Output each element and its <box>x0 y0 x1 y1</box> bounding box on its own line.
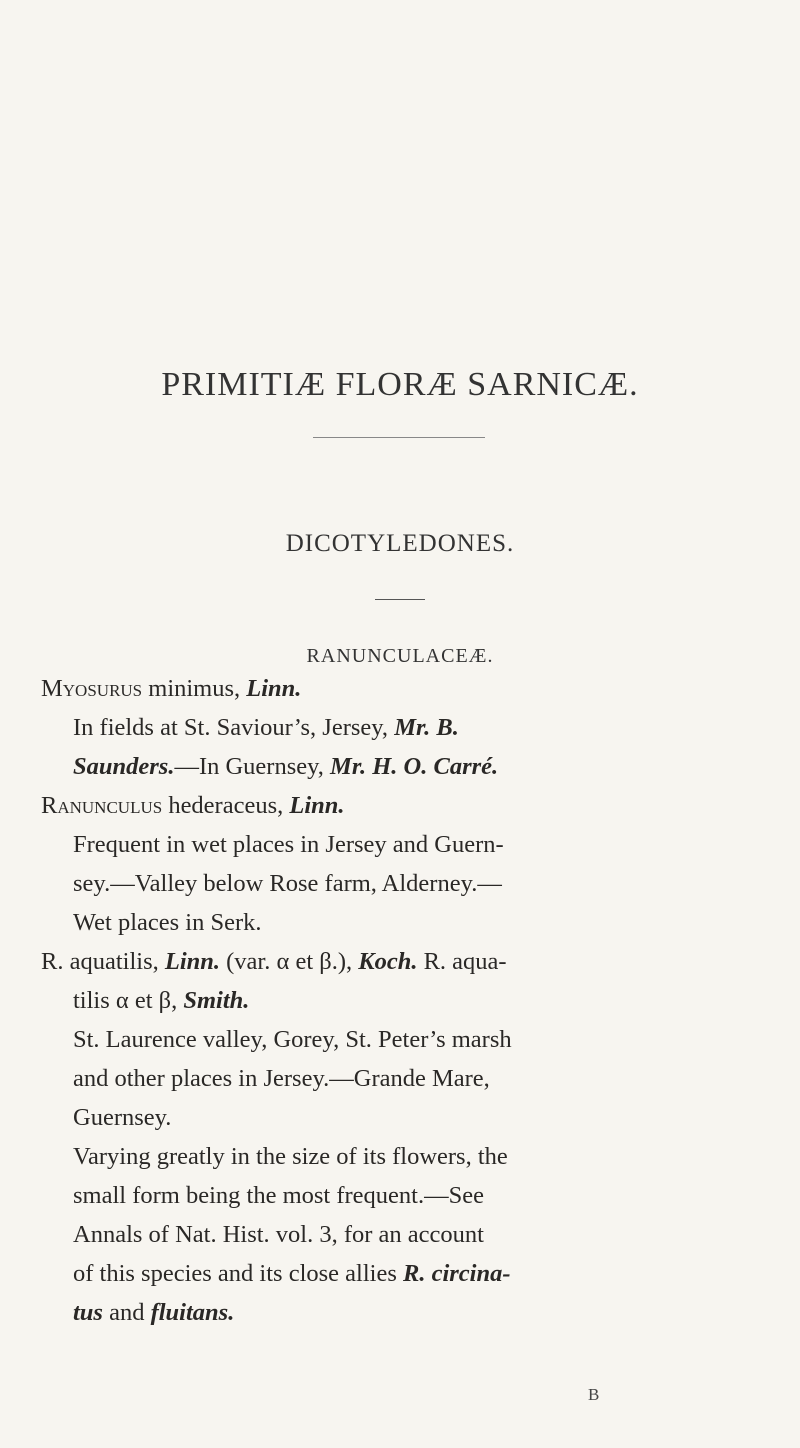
section-rule <box>375 599 425 600</box>
italic-text: Mr. B. <box>394 714 459 741</box>
italic-text: Koch. <box>358 948 418 975</box>
text-line <box>73 1260 511 1288</box>
text-span: —In Guernsey, <box>174 753 331 780</box>
text-span: (var. α et β.), <box>220 948 359 975</box>
text-span: Guernsey. <box>73 1104 172 1131</box>
italic-text: Linn. <box>246 675 302 702</box>
text-span: sey.—Valley below Rose farm, Alderney.— <box>73 870 502 897</box>
text-line <box>73 909 262 937</box>
text-span: hederaceus, <box>162 792 290 819</box>
italic-text: Saunders. <box>73 753 175 780</box>
italic-text: Smith. <box>183 987 250 1014</box>
italic-text: tus <box>73 1299 103 1326</box>
text-span: Wet places in Serk. <box>73 909 262 936</box>
genus-name: Myosurus <box>41 675 143 702</box>
text-span: minimus, <box>142 675 247 702</box>
signature-mark: B <box>588 1385 600 1404</box>
text-line <box>73 1065 490 1093</box>
text-span: and <box>102 1299 151 1326</box>
text-span: In fields at St. Saviour’s, Jersey, <box>73 714 395 741</box>
genus-name: Ranunculus <box>41 792 163 819</box>
text-line <box>41 675 301 703</box>
family-heading: RANUNCULACEÆ. <box>306 645 494 667</box>
text-line <box>41 948 507 976</box>
section-heading: DICOTYLEDONES. <box>285 530 515 557</box>
text-line <box>73 753 498 781</box>
text-line <box>73 1026 512 1054</box>
italic-text: Linn. <box>289 792 345 819</box>
page-title: PRIMITIÆ FLORÆ SARNICÆ. <box>161 366 639 403</box>
text-line <box>73 831 504 859</box>
text-line <box>73 870 502 898</box>
text-span: tilis α et β, <box>73 987 184 1014</box>
text-span: R. aqua- <box>417 948 507 975</box>
text-line <box>73 1299 234 1327</box>
text-span: and other places in Jersey.—Grande Mare, <box>73 1065 490 1092</box>
text-line <box>73 1182 484 1210</box>
text-line <box>73 714 459 742</box>
text-span: Varying greatly in the size of its flowers, the <box>73 1143 508 1170</box>
text-span: St. Laurence valley, Gorey, St. Peter’s marsh <box>73 1026 512 1053</box>
italic-text: fluitans. <box>150 1299 235 1326</box>
italic-text: Mr. H. O. Carré. <box>330 753 499 780</box>
text-span: Annals of Nat. Hist. vol. 3, for an account <box>73 1221 484 1248</box>
text-line <box>73 987 249 1015</box>
italic-text: Linn. <box>164 948 221 975</box>
text-line <box>73 1143 508 1171</box>
text-span: of this species and its close allies <box>73 1260 403 1287</box>
text-span: R. aquatilis, <box>41 948 165 975</box>
text-line <box>73 1221 484 1249</box>
text-line <box>73 1104 171 1132</box>
title-rule <box>313 437 485 438</box>
text-span: Frequent in wet places in Jersey and Guern- <box>73 831 504 858</box>
text-line <box>41 792 345 820</box>
italic-text: R. circina- <box>403 1260 511 1287</box>
text-span: small form being the most frequent.—See <box>73 1182 484 1209</box>
